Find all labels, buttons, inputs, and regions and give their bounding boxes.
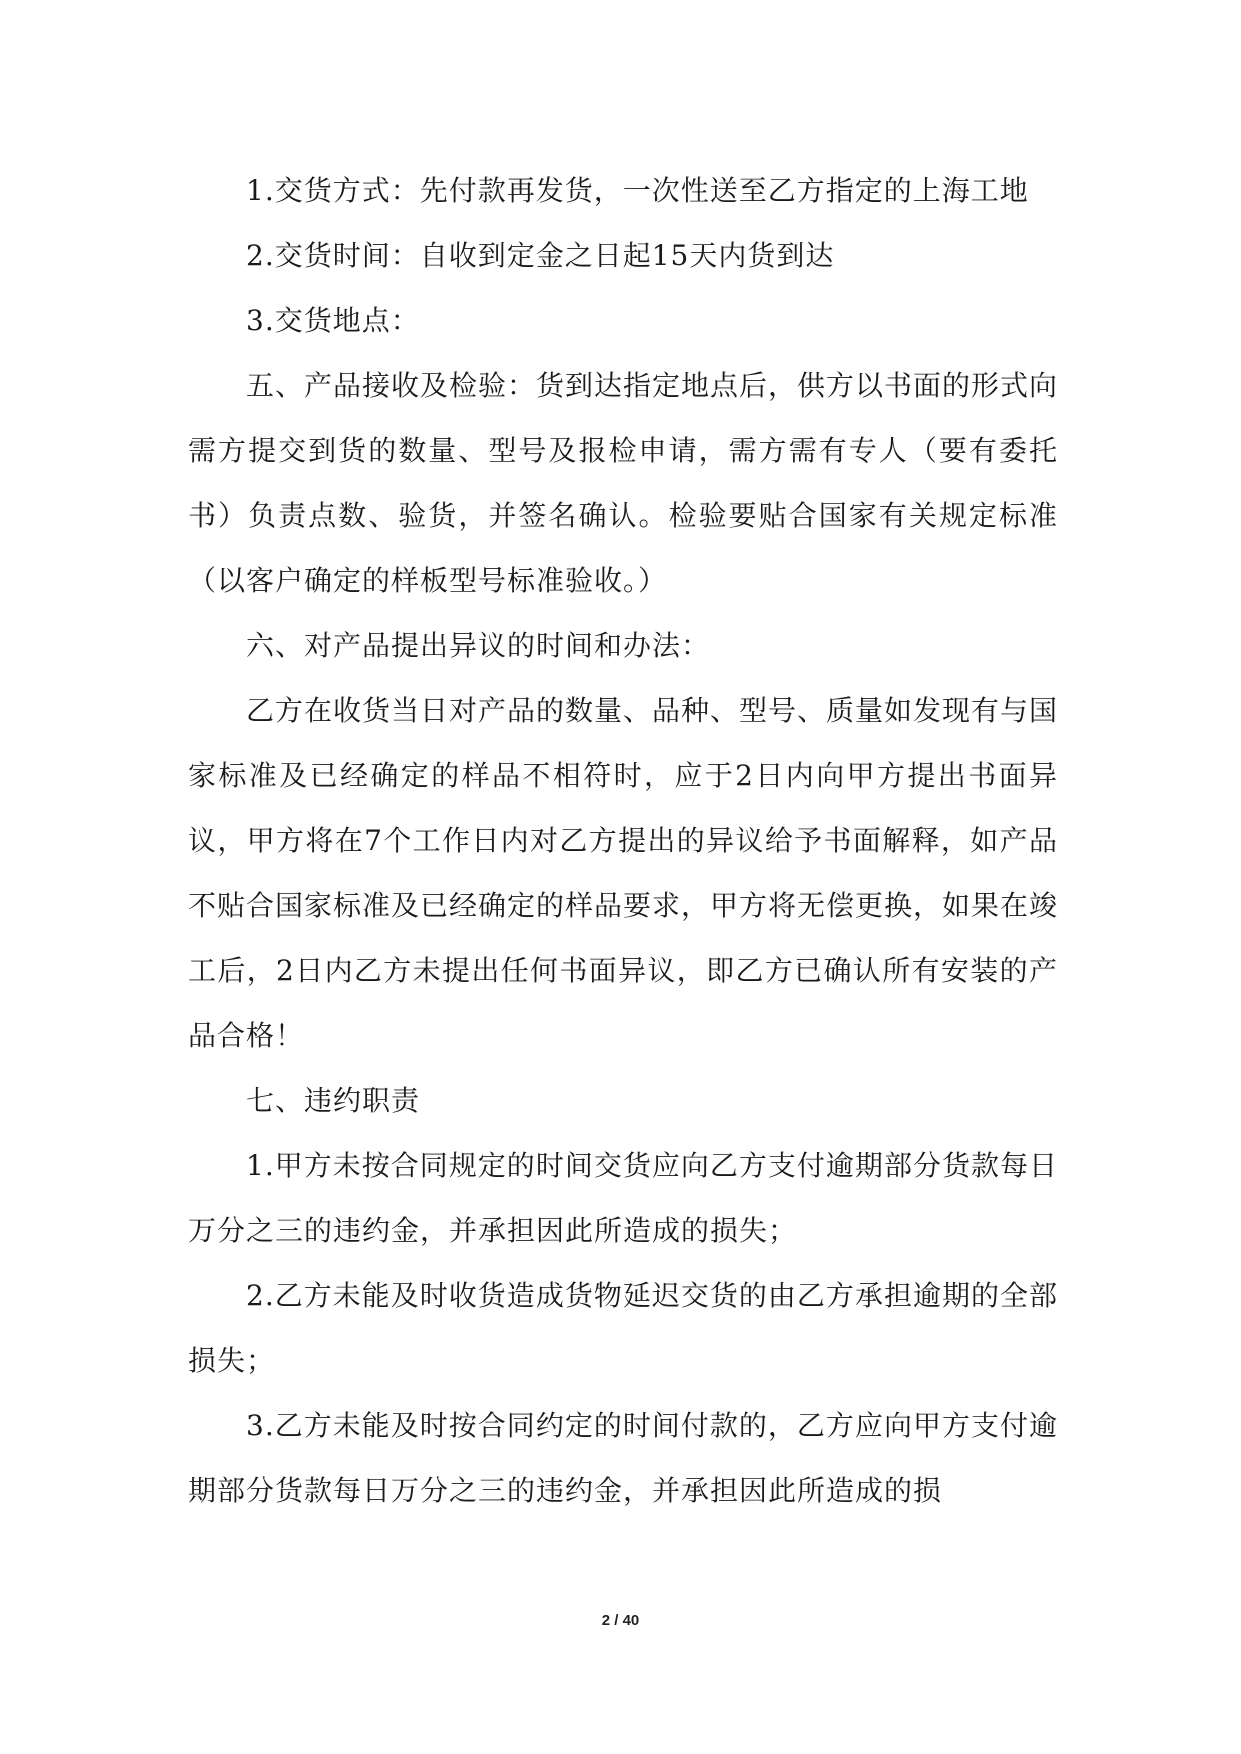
paragraph-objection-terms: 乙方在收货当日对产品的数量、品种、型号、质量如发现有与国家标准及已经确定的样品不相符时，应于2日内向甲方提出书面异议，甲方将在7个工作日内对乙方提出的异议给予书面解释，如产品不贴合国家标准及已经确定的样品要求，甲方将无偿更换，如果在竣工后，2日内乙方未提出任何书面异议，即乙方已确认所有安装的产品合格！ [188,694,1059,1052]
page-number: 2 / 40 [601,1612,640,1629]
paragraph-breach-item-1: 1.甲方未按合同规定的时间交货应向乙方支付逾期部分货款每日万分之三的违约金，并承担因此所造成的损失； [188,1149,1058,1247]
paragraph-delivery-time: 2.交货时间：自收到定金之日起15天内货到达 [246,239,835,272]
paragraph-delivery-location: 3.交货地点： [246,304,420,337]
document-body [188,158,1058,1523]
paragraph-breach-item-2: 2.乙方未能及时收货造成货物延迟交货的由乙方承担逾期的全部损失； [188,1279,1058,1377]
paragraph-breach-item-3: 3.乙方未能及时按合同约定的时间付款的，乙方应向甲方支付逾期部分货款每日万分之三的违约金，并承担因此所造成的损 [188,1409,1058,1507]
paragraph-section-seven-heading: 七、违约职责 [246,1084,421,1117]
paragraph-delivery-method: 1.交货方式：先付款再发货，一次性送至乙方指定的上海工地 [246,174,1029,207]
paragraph-section-six-heading: 六、对产品提出异议的时间和办法： [246,629,711,662]
paragraph-section-five-inspection: 五、产品接收及检验：货到达指定地点后，供方以书面的形式向需方提交到货的数量、型号及报检申请，需方需有专人（要有委托书）负责点数、验货，并签名确认。检验要贴合国家有关规定标准（以客户确定的样板型号标准验收。） [188,369,1059,597]
